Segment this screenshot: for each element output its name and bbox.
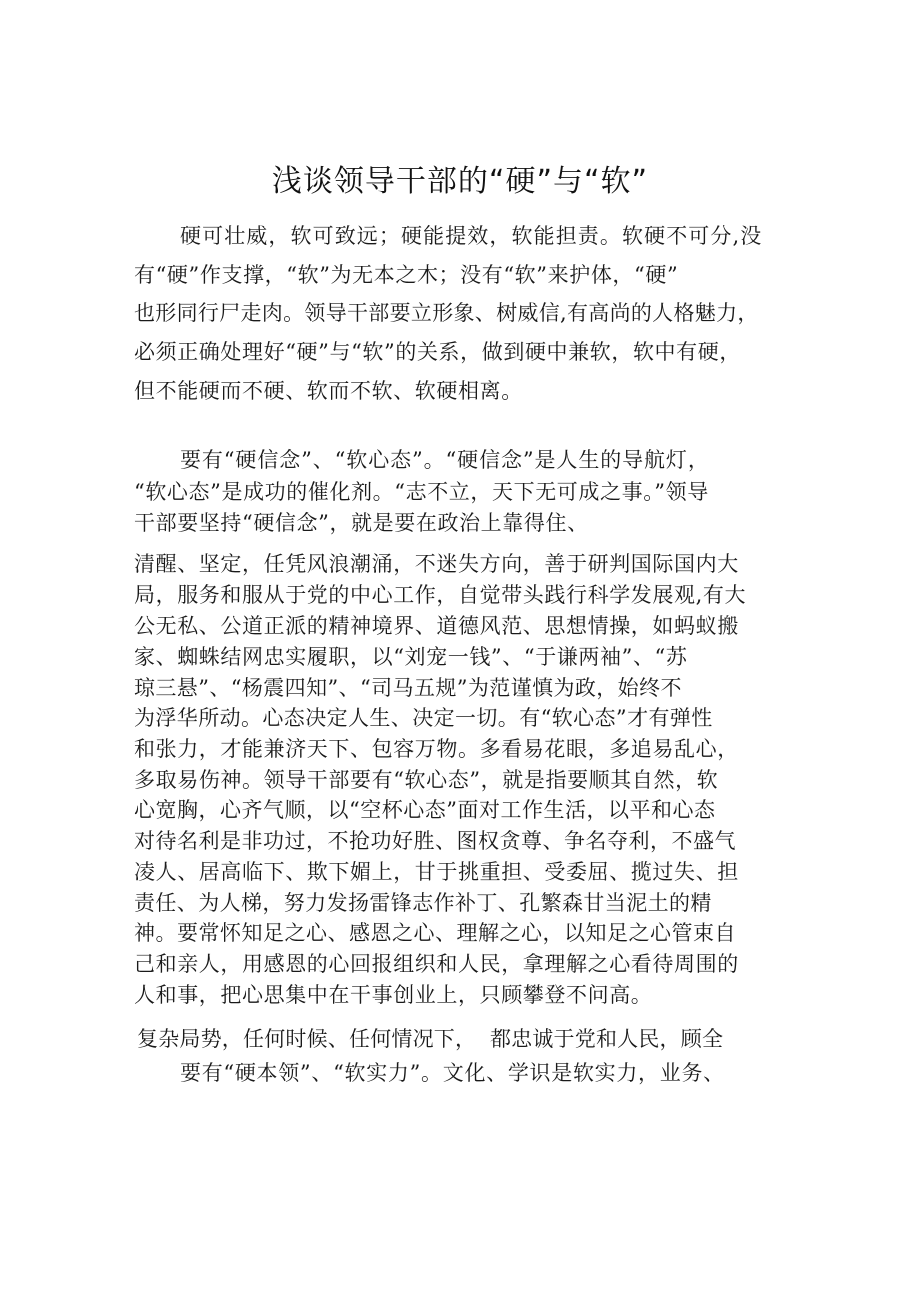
- paragraph-line: 和张力，才能兼济天下、包容万物。多看易花眼，多追易乱心，: [134, 737, 739, 761]
- paragraph-line: “软心态”是成功的催化剂。“志不立，天下无可成之事。”领导: [134, 480, 709, 504]
- paragraph-line: 凌人、居高临下、欺下媚上，甘于挑重担、受委屈、揽过失、担: [134, 860, 739, 884]
- paragraph-line: 对待名利是非功过，不抢功好胜、图权贪尊、争名夺利，不盛气: [134, 829, 736, 853]
- paragraph-line: 硬可壮威，软可致远；硬能提效，软能担责。软硬不可分,没: [180, 224, 763, 248]
- paragraph-line: 琼三悬”、“杨震四知”、“司马五规”为范谨慎为政，始终不: [134, 676, 682, 700]
- paragraph-line: 必须正确处理好“硬”与“软”的关系，做到硬中兼软，软中有硬，: [134, 340, 741, 364]
- paragraph-line: 家、蜘蛛结网忠实履职，以“刘宠一钱”、“于谦两袖”、“苏: [134, 645, 688, 669]
- paragraph-line: 但不能硬而不硬、软而不软、软硬相离。: [134, 379, 523, 403]
- paragraph-line: 有“硬”作支撑，“软”为无本之木；没有“软”来护体，“硬”: [134, 263, 679, 287]
- paragraph-line: 多取易伤神。领导干部要有“软心态”，就是指要顺其自然，软: [134, 768, 719, 792]
- paragraph-line: 要有“硬本领”、“软实力”。文化、学识是软实力，业务、: [180, 1061, 725, 1085]
- paragraph-line: 局，服务和服从于党的中心工作，自觉带头践行科学发展观,有大: [134, 583, 747, 607]
- paragraph-line: 己和亲人，用感恩的心回报组织和人民，拿理解之心看待周围的: [134, 952, 739, 976]
- fragment-line: 复杂局势，任何时候、任何情况下， 都忠诚于党和人民，顾全: [137, 1027, 724, 1051]
- paragraph-line: 也形同行尸走肉。领导干部要立形象、树威信,有高尚的人格魅力，: [134, 301, 759, 325]
- paragraph-line: 公无私、公道正派的精神境界、道德风范、思想情操，如蚂蚁搬: [134, 614, 739, 638]
- document-title: 浅谈领导干部的“硬”与“软”: [271, 164, 649, 199]
- paragraph-line: 为浮华所动。心态决定人生、决定一切。有“软心态”才有弹性: [134, 706, 713, 730]
- paragraph-line: 责任、为人梯，努力发扬雷锋志作补丁、孔繁森甘当泥土的精: [134, 891, 712, 915]
- paragraph-line: 神。要常怀知足之心、感恩之心、理解之心，以知足之心管束自: [134, 921, 736, 945]
- paragraph-line: 要有“硬信念”、“软心态”。“硬信念”是人生的导航灯，: [180, 448, 710, 472]
- paragraph-line: 干部要坚持“硬信念”，就是要在政治上靠得住、: [134, 511, 589, 535]
- paragraph-line: 人和事，把心思集中在干事创业上，只顾攀登不问高。: [134, 983, 653, 1007]
- paragraph-line: 心宽胸，心齐气顺，以“空杯心态”面对工作生活，以平和心态: [134, 798, 716, 822]
- paragraph-line: 清醒、坚定，任凭风浪潮涌，不迷失方向，善于研判国际国内大: [134, 552, 739, 576]
